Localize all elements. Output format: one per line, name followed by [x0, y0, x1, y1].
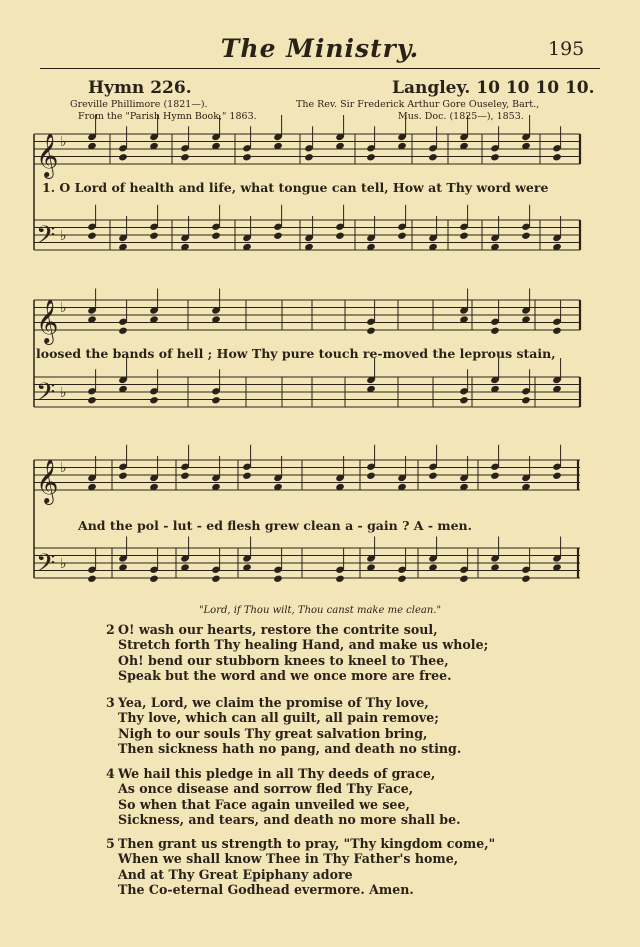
note-head — [459, 396, 469, 404]
note-head — [459, 232, 469, 240]
system-1-lyrics: 1. O Lord of health and life, what tongue can tell, How at Thy word were — [42, 180, 549, 195]
note-head — [118, 153, 128, 161]
clef-icon: 𝄢 — [36, 549, 56, 584]
verse-4 — [106, 766, 461, 827]
clef-icon: 𝄢 — [36, 221, 56, 256]
note-head — [118, 472, 128, 480]
tune-title: Langley. 10 10 10 10. — [392, 78, 595, 98]
note-head — [304, 153, 314, 161]
note-head — [180, 472, 190, 480]
flat-icon: ♭ — [60, 556, 67, 572]
note-head — [552, 472, 562, 480]
flat-icon: ♭ — [60, 385, 67, 401]
scripture-caption: "Lord, if Thou wilt, Thou canst make me clean." — [198, 605, 442, 616]
verse-line: Then grant us strength to pray, "Thy kingdom come," — [118, 836, 496, 851]
clef-icon: 𝄞 — [36, 133, 59, 177]
note-head — [428, 472, 438, 480]
note-head — [366, 472, 376, 480]
verse-line: Then sickness hath no pang, and death no sting. — [118, 740, 462, 756]
note-head — [149, 575, 159, 583]
note-head — [366, 153, 376, 161]
verse-line: Thy love, which can all guilt, all pain remove; — [118, 710, 439, 726]
note-head — [366, 327, 376, 335]
verse-line: O! wash our hearts, restore the contrite soul, — [118, 622, 438, 637]
verse-number: 3 — [106, 695, 115, 710]
note-head — [552, 327, 562, 335]
note-head — [521, 232, 531, 240]
note-head — [335, 232, 345, 240]
verse-2 — [106, 622, 489, 683]
verse-line: Speak but the word and we once more are free. — [118, 667, 452, 683]
verse-line: We hail this pledge in all Thy deeds of grace, — [118, 766, 436, 781]
note-head — [242, 472, 252, 480]
verse-line: So when that Face again unveiled we see, — [118, 796, 410, 812]
note-head — [397, 575, 407, 583]
note-head — [490, 327, 500, 335]
verse-number: 5 — [106, 836, 115, 851]
note-head — [87, 396, 97, 404]
note-head — [335, 575, 345, 583]
note-head — [459, 575, 469, 583]
author-line-1: Greville Phillimore (1821—). — [70, 99, 208, 110]
verse-line: Stretch forth Thy healing Hand, and make us whole; — [118, 637, 489, 653]
clef-icon: 𝄢 — [36, 378, 56, 413]
note-head — [490, 153, 500, 161]
hymn-title: Hymn 226. — [88, 78, 192, 98]
note-head — [211, 575, 221, 583]
note-head — [242, 153, 252, 161]
page-number: 195 — [548, 38, 585, 60]
note-head — [521, 396, 531, 404]
note-head — [490, 472, 500, 480]
note-head — [428, 153, 438, 161]
composer-line-1: The Rev. Sir Frederick Arthur Gore Ouseley, Bart., — [296, 99, 540, 110]
verse-3 — [106, 695, 462, 756]
verse-number: 2 — [106, 622, 115, 637]
author-line-2: From the "Parish Hymn Book," 1863. — [78, 111, 257, 122]
note-head — [87, 232, 97, 240]
note-head — [149, 396, 159, 404]
flat-icon: ♭ — [60, 460, 67, 476]
clef-icon: 𝄞 — [36, 299, 59, 343]
verse-line: As once disease and sorrow fled Thy Face, — [118, 781, 414, 797]
verse-line: Nigh to our souls Thy great salvation bring, — [118, 725, 428, 741]
verse-line: And at Thy Great Epiphany adore — [118, 866, 353, 882]
verse-line: The Co-eternal Godhead evermore. Amen. — [118, 881, 414, 897]
note-head — [211, 232, 221, 240]
note-head — [149, 232, 159, 240]
verse-5 — [106, 836, 496, 897]
flat-icon: ♭ — [60, 134, 67, 150]
note-head — [273, 575, 283, 583]
verse-number: 4 — [106, 766, 115, 781]
flat-icon: ♭ — [60, 228, 67, 244]
note-head — [273, 232, 283, 240]
verse-line: Sickness, and tears, and death no more shall be. — [118, 811, 461, 827]
system-2-lyrics: loosed the bands of hell ; How Thy pure touch re-moved the leprous stain, — [36, 346, 556, 361]
system-3-lyrics: And the pol - lut - ed flesh grew clean a - gain ? A - men. — [78, 518, 472, 533]
flat-icon: ♭ — [60, 300, 67, 316]
note-head — [180, 153, 190, 161]
note-head — [552, 153, 562, 161]
note-head — [397, 232, 407, 240]
verse-line: Yea, Lord, we claim the promise of Thy love, — [118, 695, 429, 710]
page-section-title: The Ministry. — [220, 34, 420, 63]
verse-line: Oh! bend our stubborn knees to kneel to Thee, — [118, 652, 449, 668]
note-head — [118, 327, 128, 335]
note-head — [211, 396, 221, 404]
clef-icon: 𝄞 — [36, 459, 59, 503]
composer-line-2: Mus. Doc. (1825—), 1853. — [398, 111, 524, 122]
verse-line: When we shall know Thee in Thy Father's home, — [118, 851, 459, 867]
note-head — [87, 575, 97, 583]
note-head — [521, 575, 531, 583]
